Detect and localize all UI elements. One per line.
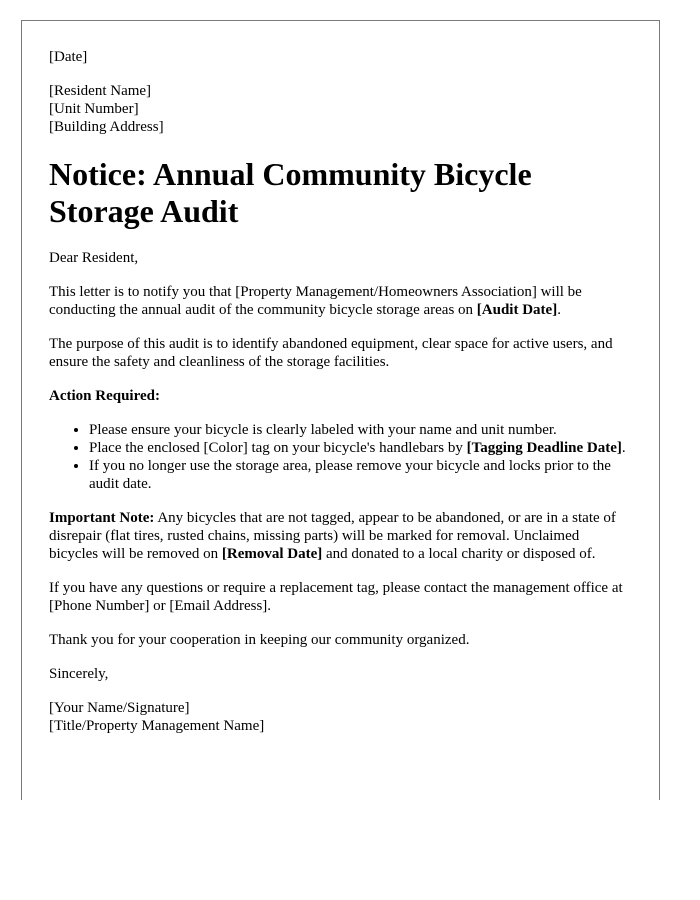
signature-block [49,699,631,735]
action-item: • If you no longer use the storage area, please remove your bicycle and locks prior to the audit date. [89,457,631,493]
recipient-address: [Building Address] [49,119,164,135]
important-note-end: and donated to a local charity or disposed of. [322,546,596,562]
removal-date: [Removal Date] [221,546,323,562]
purpose-paragraph: The purpose of this audit is to identify abandoned equipment, clear space for active users, and ensure the safety and cleanliness of the storage facilities. [49,336,613,370]
action-item: • Please ensure your bicycle is clearly labeled with your name and unit number. [89,421,631,439]
letter-content [49,48,631,735]
action-item [89,439,631,457]
audit-date: [Audit Date] [476,302,558,318]
important-note-paragraph [49,509,631,563]
closing: Sincerely, [49,666,109,682]
letter-title: Notice: Annual Community Bicycle Storage Audit [49,156,532,229]
intro-end: . [557,302,561,318]
thanks-paragraph: Thank you for your cooperation in keeping our community organized. [49,632,470,648]
action-heading [49,387,631,405]
letter-date: [Date] [49,49,88,65]
action-list [49,421,631,493]
recipient-address-block [49,82,631,136]
tagging-deadline: [Tagging Deadline Date] [466,440,622,456]
recipient-unit: [Unit Number] [49,101,139,117]
questions-paragraph: If you have any questions or require a replacement tag, please contact the management office at [Phone Number] or [Email Address]. [49,580,623,614]
signature-title: [Title/Property Management Name] [49,718,265,734]
letter-page [21,20,660,800]
salutation: Dear Resident, [49,250,139,266]
intro-paragraph [49,283,631,319]
important-note-label: Important Note: [49,510,155,526]
important-note-text: Any bicycles that are not tagged, appear to be abandoned, or are in a state of disrepair (flat tires, rusted chains, missing parts) will be marked for removal. Unclaimed bicycles will be removed on [49,510,616,562]
action-heading-text: Action Required: [49,388,160,404]
action-item-end: . [621,440,626,456]
action-item-text: Place the enclosed [Color] tag on your bicycle's handlebars by [89,440,467,456]
intro-text: This letter is to notify you that [Property Management/Homeowners Association] will be conducting the annual audit of the community bicycle storage areas on [49,284,582,318]
recipient-name: [Resident Name] [49,83,152,99]
signature-name: [Your Name/Signature] [49,700,190,716]
